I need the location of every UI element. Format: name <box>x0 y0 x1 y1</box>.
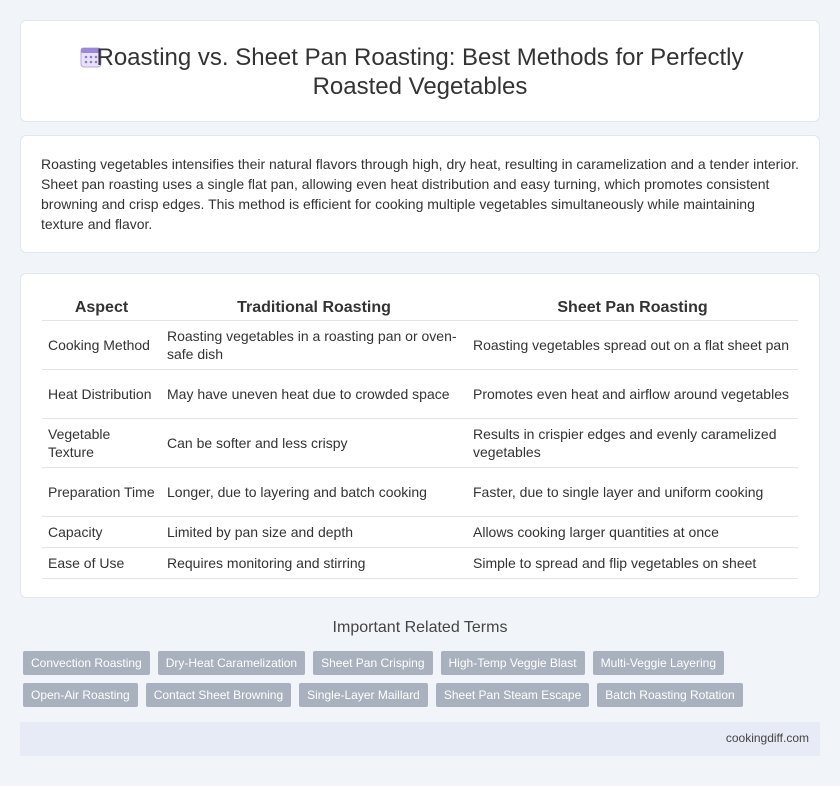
table-cell: Faster, due to single layer and uniform cooking <box>467 467 798 516</box>
table-cell: May have uneven heat due to crowded space <box>161 369 467 418</box>
tag-row <box>23 683 823 707</box>
table-cell: Limited by pan size and depth <box>161 516 467 547</box>
table-cell: Vegetable Texture <box>42 418 161 467</box>
table-header-row <box>42 294 798 320</box>
tag-open-air-roasting[interactable]: Open-Air Roasting <box>23 683 138 707</box>
page-title: Roasting vs. Sheet Pan Roasting: Best Methods for Perfectly Roasted Vegetables <box>96 44 744 100</box>
tag-row <box>23 651 823 675</box>
table-row <box>42 467 798 516</box>
table-cell: Longer, due to layering and batch cooking <box>161 467 467 516</box>
table-cell: Preparation Time <box>42 467 161 516</box>
table-cell: Can be softer and less crispy <box>161 418 467 467</box>
tag-single-layer-maillard[interactable]: Single-Layer Maillard <box>299 683 428 707</box>
table-cell: Roasting vegetables spread out on a flat sheet pan <box>467 320 798 369</box>
table-cell: Roasting vegetables in a roasting pan or oven-safe dish <box>161 320 467 369</box>
intro-text: Roasting vegetables intensifies their natural flavors through high, dry heat, resulting in caramelization and a tender interior. Sheet pan roasting uses a single flat pan, allowing even heat distribution and easy turning, which promotes consistent browning and crisp edges. This method is efficient for cooking multiple vegetables simultaneously while maintaining texture and flavor. <box>41 156 799 232</box>
intro-card <box>20 135 820 253</box>
table-cell: Allows cooking larger quantities at once <box>467 516 798 547</box>
comparison-table-card <box>20 273 820 598</box>
table-cell: Requires monitoring and stirring <box>161 547 467 578</box>
tag-sheet-pan-crisping[interactable]: Sheet Pan Crisping <box>313 651 432 675</box>
header-card <box>20 20 820 122</box>
table-cell: Cooking Method <box>42 320 161 369</box>
tag-batch-roasting-rotation[interactable]: Batch Roasting Rotation <box>597 683 742 707</box>
table-row <box>42 547 798 578</box>
header-traditional: Traditional Roasting <box>161 294 467 320</box>
tag-dry-heat-caramelization[interactable]: Dry-Heat Caramelization <box>158 651 305 675</box>
comparison-table <box>42 294 798 579</box>
tag-sheet-pan-steam-escape[interactable]: Sheet Pan Steam Escape <box>436 683 589 707</box>
table-row <box>42 418 798 467</box>
tag-contact-sheet-browning[interactable]: Contact Sheet Browning <box>146 683 291 707</box>
table-row <box>42 516 798 547</box>
table-row <box>42 320 798 369</box>
related-terms-tags <box>23 651 823 715</box>
header-sheet-pan: Sheet Pan Roasting <box>467 294 798 320</box>
table-cell: Heat Distribution <box>42 369 161 418</box>
header-aspect: Aspect <box>42 294 161 320</box>
table-row <box>42 369 798 418</box>
footer-site-link[interactable]: cookingdiff.com <box>725 731 809 745</box>
footer <box>20 722 820 756</box>
tag-convection-roasting[interactable]: Convection Roasting <box>23 651 150 675</box>
tag-multi-veggie-layering[interactable]: Multi-Veggie Layering <box>593 651 724 675</box>
related-terms-title: Important Related Terms <box>332 619 508 636</box>
tag-high-temp-veggie-blast[interactable]: High-Temp Veggie Blast <box>441 651 585 675</box>
table-cell: Capacity <box>42 516 161 547</box>
table-cell: Ease of Use <box>42 547 161 578</box>
table-cell: Promotes even heat and airflow around vegetables <box>467 369 798 418</box>
table-cell: Results in crispier edges and evenly caramelized vegetables <box>467 418 798 467</box>
table-cell: Simple to spread and flip vegetables on sheet <box>467 547 798 578</box>
